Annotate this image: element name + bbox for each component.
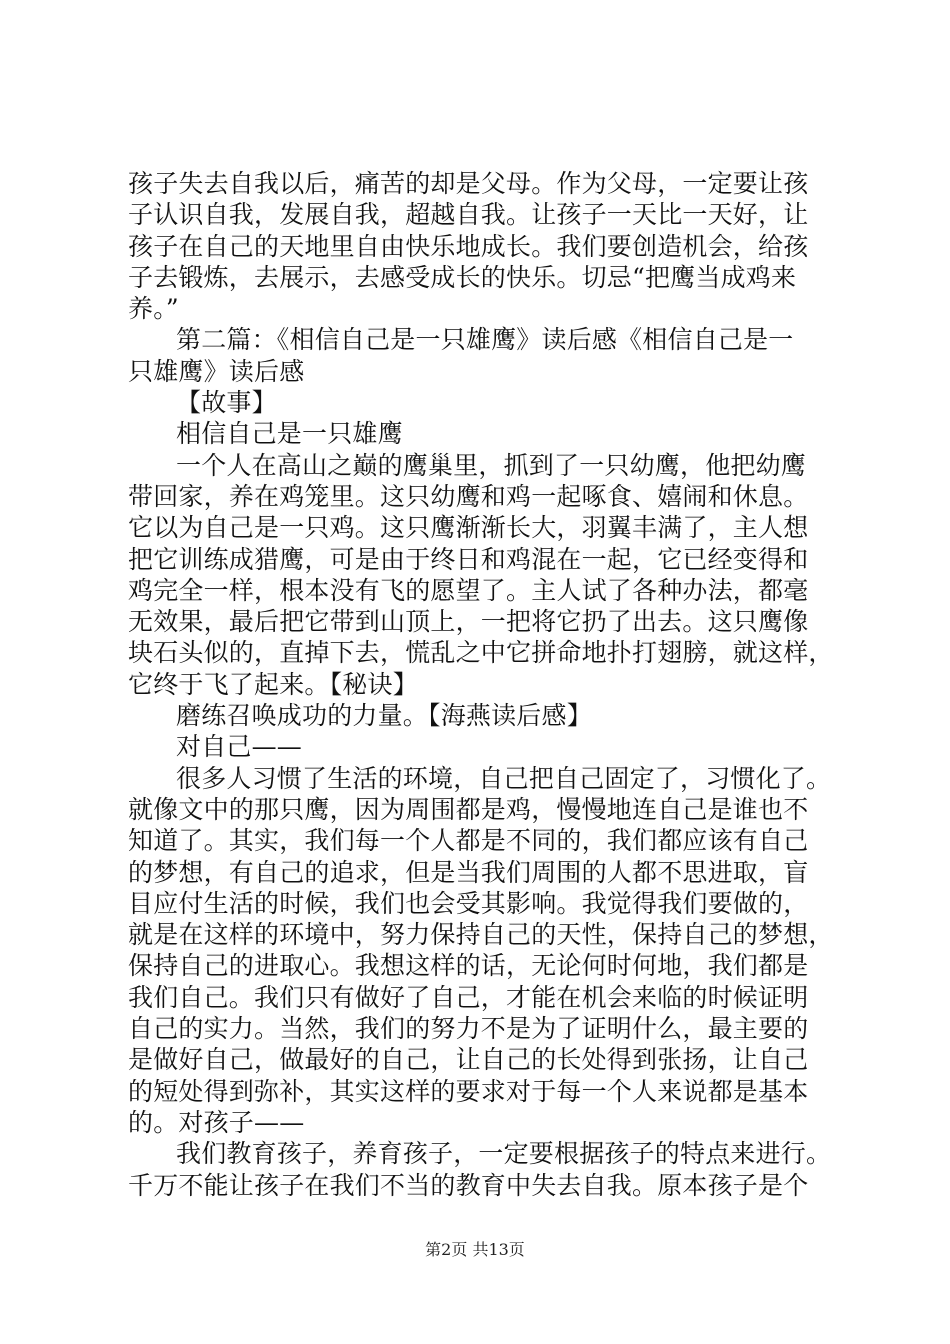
body-text xyxy=(128,168,832,1201)
text-line: 保持自己的进取心。我想这样的话，无论何时何地，我们都是 xyxy=(128,951,809,981)
text-line: 它以为自己是一只鸡。这只鹰渐渐长大，羽翼丰满了，主人想 xyxy=(128,513,809,543)
text-line: 子认识自我，发展自我，超越自我。让孩子一天比一天好，让 xyxy=(128,200,809,230)
text-line: 把它训练成猎鹰，可是由于终日和鸡混在一起，它已经变得和 xyxy=(128,544,809,574)
text-line: 自己的实力。当然，我们的努力不是为了证明什么，最主要的 xyxy=(128,1014,809,1044)
text-line: 是做好自己，做最好的自己，让自己的长处得到张扬，让自己 xyxy=(128,1045,809,1075)
text-line: 孩子失去自我以后，痛苦的却是父母。作为父母，一定要让孩 xyxy=(128,169,809,198)
section-heading-line: 只雄鹰》读后感 xyxy=(128,356,305,386)
text-line: 一个人在高山之巅的鹰巢里，抓到了一只幼鹰，他把幼鹰 xyxy=(176,450,807,480)
text-line: 子去锻炼，去展示，去感受成长的快乐。切忌“把鹰当成鸡来 xyxy=(128,262,797,292)
text-line: 的短处得到弥补，其实这样的要求对于每一个人来说都是基本 xyxy=(128,1076,809,1106)
text-line: 我们教育孩子，养育孩子，一定要根据孩子的特点来进行。 xyxy=(176,1139,832,1169)
story-label: 【故事】 xyxy=(176,388,277,418)
text-line: 带回家，养在鸡笼里。这只幼鹰和鸡一起啄食、嬉闹和休息。 xyxy=(128,481,809,511)
section-heading-line: 第二篇：《相信自己是一只雄鹰》读后感《相信自己是一 xyxy=(176,325,794,355)
text-line: 养。” xyxy=(128,294,179,324)
text-line: 目应付生活的时候，我们也会受其影响。我觉得我们要做的， xyxy=(128,888,809,918)
text-line: 我们自己。我们只有做好了自己，才能在机会来临的时候证明 xyxy=(128,982,809,1012)
text-line: 无效果，最后把它带到山顶上，一把将它扔了出去。这只鹰像 xyxy=(128,607,809,637)
text-line: 就像文中的那只鹰，因为周围都是鸡，慢慢地连自己是谁也不 xyxy=(128,794,809,824)
text-line: 块石头似的，直掉下去，慌乱之中它拼命地扑打翅膀，就这样， xyxy=(128,638,834,668)
text-line: 就是在这样的环境中，努力保持自己的天性，保持自己的梦想， xyxy=(128,920,834,950)
text-line: 它终于飞了起来。【秘诀】 xyxy=(128,669,418,699)
text-line: 磨练召唤成功的力量。【海燕读后感】 xyxy=(176,701,592,731)
text-line: 的。对孩子—— xyxy=(128,1107,305,1137)
text-line: 对自己—— xyxy=(176,732,303,762)
text-line: 的梦想，有自己的追求，但是当我们周围的人都不思进取，盲 xyxy=(128,857,809,887)
text-line: 很多人习惯了生活的环境，自己把自己固定了，习惯化了。 xyxy=(176,763,832,793)
text-line: 孩子在自己的天地里自由快乐地成长。我们要创造机会，给孩 xyxy=(128,231,809,261)
text-line: 千万不能让孩子在我们不当的教育中失去自我。原本孩子是个 xyxy=(128,1170,809,1200)
text-line: 知道了。其实，我们每一个人都是不同的，我们都应该有自己 xyxy=(128,826,809,856)
story-title: 相信自己是一只雄鹰 xyxy=(176,419,403,449)
text-line: 鸡完全一样，根本没有飞的愿望了。主人试了各种办法，都毫 xyxy=(128,575,809,605)
page-number-footer: 第2页 共13页 xyxy=(425,1240,525,1259)
